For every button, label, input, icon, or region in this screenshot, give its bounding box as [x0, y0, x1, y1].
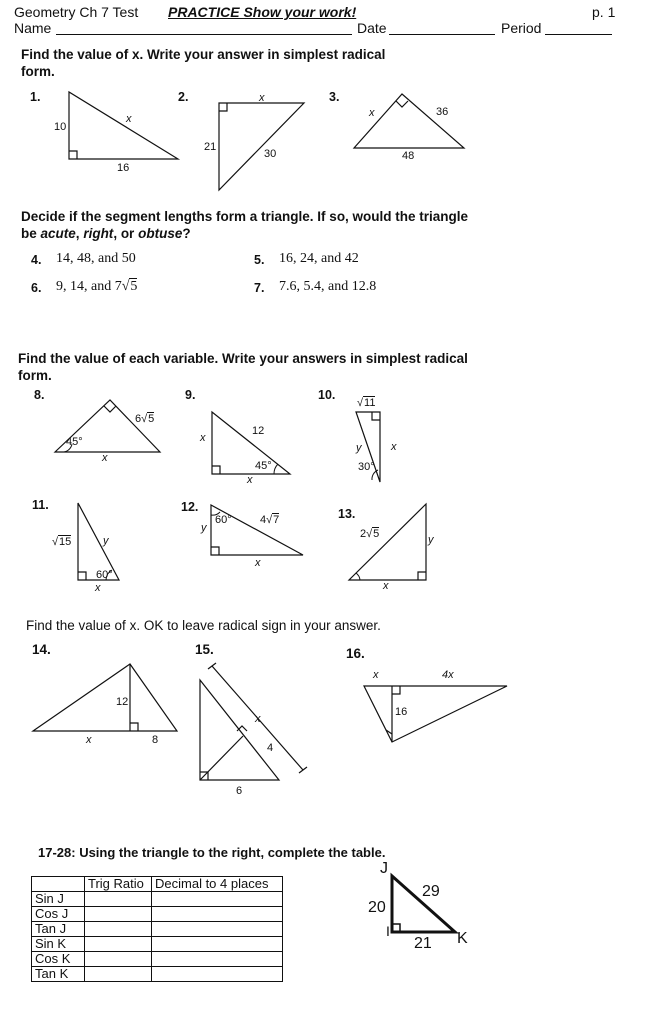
trig-decimal-cell[interactable]	[152, 892, 283, 907]
p3-right-angle-mark	[396, 101, 408, 107]
trig-decimal-cell[interactable]	[152, 922, 283, 937]
p2-right-angle-mark	[219, 103, 227, 111]
trig-ratio-cell[interactable]	[85, 922, 152, 937]
p12-triangle	[211, 505, 303, 555]
p9-label-x-bottom: x	[247, 474, 253, 486]
p10-label-y: y	[356, 442, 362, 454]
trig-ratio-cell[interactable]	[85, 937, 152, 952]
trig-ratio-cell[interactable]	[85, 892, 152, 907]
p16-label-altitude: 16	[395, 706, 408, 718]
p9-label-hyp: 12	[252, 425, 265, 437]
p10-label-x: x	[391, 441, 397, 453]
problem-4-text: 14, 48, and 50	[56, 251, 136, 266]
p2-label-x: x	[259, 92, 265, 104]
p16-label-4x: 4x	[442, 669, 454, 681]
p16-right-angle-mark	[392, 686, 400, 694]
p15-dim-tick-2	[299, 767, 307, 773]
p2-label-side-a: 21	[204, 141, 217, 153]
p10-label-angle: 30°	[358, 461, 375, 473]
p13-label-y: y	[428, 534, 434, 546]
p13-label-hyp: 2√5	[360, 528, 380, 540]
trig-ratio-cell[interactable]	[85, 967, 152, 982]
section1-instruction: Find the value of x. Write your answer in simplest radical form.	[21, 47, 386, 79]
trig-ratio-cell[interactable]	[85, 952, 152, 967]
trig-side-jk: 29	[422, 883, 440, 900]
problem-5-text: 16, 24, and 42	[279, 251, 359, 266]
p13-label-x: x	[383, 580, 389, 592]
p12-label-y: y	[201, 522, 207, 534]
trig-decimal-cell[interactable]	[152, 937, 283, 952]
p9-triangle	[212, 412, 290, 474]
p15-label-segment: 4	[267, 742, 274, 754]
p9-angle-arc	[274, 464, 278, 474]
p3-label-side-b: 36	[436, 106, 449, 118]
problem-4-number: 4.	[31, 253, 42, 267]
name-label: Name	[14, 20, 52, 36]
problem-8-number: 8.	[34, 388, 45, 402]
section3-instruction: Find the value of each variable. Write your answers in simplest radical form.	[18, 351, 468, 383]
p15-label-base: 6	[236, 785, 243, 797]
period-label: Period	[501, 20, 542, 36]
p14-label-segment: 8	[152, 734, 159, 746]
trig-decimal-cell[interactable]	[152, 952, 283, 967]
problem-14-number: 14.	[32, 642, 51, 657]
trig-table-header-ratio: Trig Ratio	[85, 877, 152, 892]
trig-table	[31, 876, 283, 982]
problem-3-number: 3.	[329, 90, 340, 104]
p12-label-hyp: 4√7	[260, 514, 280, 526]
p11-label-leg: √15	[52, 536, 72, 548]
p10-label-top: √11	[357, 397, 376, 409]
p11-label-y: y	[103, 535, 109, 547]
p3-label-hyp: 48	[402, 150, 415, 162]
problem-1-number: 1.	[30, 90, 41, 104]
problem-11-number: 11.	[32, 498, 49, 512]
p13-right-angle-mark	[418, 572, 426, 580]
problem-7-text: 7.6, 5.4, and 12.8	[279, 279, 377, 294]
problem-6-number: 6.	[31, 281, 42, 295]
p9-label-angle: 45°	[255, 460, 272, 472]
trig-ratio-cell[interactable]	[85, 907, 152, 922]
p14-right-angle-mark	[130, 723, 138, 731]
p1-label-side-a: 10	[54, 121, 67, 133]
p11-label-x: x	[95, 582, 101, 594]
p11-right-angle-mark	[78, 572, 86, 580]
p2-triangle	[219, 103, 304, 190]
problem-13-number: 13.	[338, 507, 356, 521]
p2-label-hyp: 30	[264, 148, 277, 160]
trig-side-ji: 20	[368, 899, 386, 916]
p14-triangle	[33, 664, 177, 731]
date-label: Date	[357, 20, 387, 36]
problem-6-text: 9, 14, and 7√5	[56, 279, 138, 294]
problem-2-number: 2.	[178, 90, 189, 104]
table-row	[32, 892, 283, 907]
table-row	[32, 907, 283, 922]
problem-10-number: 10.	[318, 388, 336, 402]
p8-label-x: x	[102, 452, 108, 464]
course-title: Geometry Ch 7 Test	[14, 4, 139, 20]
p15-altitude	[200, 736, 243, 780]
problem-9-number: 9.	[185, 388, 196, 402]
table-row	[32, 967, 283, 982]
p3-triangle	[354, 94, 464, 148]
trig-vertex-i: I	[386, 923, 390, 939]
problem-5-number: 5.	[254, 253, 265, 267]
practice-title: PRACTICE Show your work!	[168, 4, 357, 20]
p12-right-angle-mark	[211, 547, 219, 555]
table-row	[32, 937, 283, 952]
p16-triangle	[364, 686, 507, 742]
problem-15-number: 15.	[195, 642, 214, 657]
p13-triangle	[349, 504, 426, 580]
p14-label-altitude: 12	[116, 696, 129, 708]
problem-12-number: 12.	[181, 500, 199, 514]
p1-right-angle-mark	[69, 151, 77, 159]
p1-triangle	[69, 92, 178, 159]
trig-table-header-decimal: Decimal to 4 places	[152, 877, 283, 892]
trig-row-label: Tan J	[32, 922, 85, 937]
table-row	[32, 922, 283, 937]
trig-side-ik: 21	[414, 935, 432, 952]
trig-vertex-j: J	[380, 860, 388, 877]
section5-instruction: 17-28: Using the triangle to the right, complete the table.	[38, 845, 386, 860]
p16-label-x: x	[373, 669, 379, 681]
trig-row-label: Tan K	[32, 967, 85, 982]
p1-label-side-b: 16	[117, 162, 130, 174]
trig-vertex-k: K	[457, 930, 468, 947]
p12-label-angle: 60°	[215, 514, 232, 526]
problem-7-number: 7.	[254, 281, 265, 295]
trig-row-label: Sin K	[32, 937, 85, 952]
page-number: p. 1	[592, 4, 616, 20]
p15-triangle	[200, 680, 279, 780]
section4-instruction: Find the value of x. OK to leave radical sign in your answer.	[26, 618, 381, 633]
p15-dim-tick-1	[208, 663, 216, 669]
p1-label-x: x	[126, 113, 132, 125]
p12-label-x: x	[255, 557, 261, 569]
p15-label-x: x	[255, 713, 261, 725]
trig-row-label: Cos J	[32, 907, 85, 922]
p8-label-leg: 6√5	[135, 413, 155, 425]
p13-angle-arc	[356, 573, 360, 580]
trig-row-label: Sin J	[32, 892, 85, 907]
p9-right-angle-mark	[212, 466, 220, 474]
section2-instruction: Decide if the segment lengths form a triangle. If so, would the triangle be acute, right, or obtuse?	[21, 209, 469, 241]
p11-label-angle: 60°	[96, 569, 113, 581]
p14-label-x: x	[86, 734, 92, 746]
p10-right-angle-mark	[372, 412, 380, 420]
p8-label-angle: 45°	[66, 436, 83, 448]
trig-table-header-row	[32, 877, 283, 892]
trig-decimal-cell[interactable]	[152, 967, 283, 982]
trig-decimal-cell[interactable]	[152, 907, 283, 922]
problem-16-number: 16.	[346, 646, 365, 661]
p9-label-x-left: x	[200, 432, 206, 444]
trig-row-label: Cos K	[32, 952, 85, 967]
trig-table-header-blank	[32, 877, 85, 892]
p8-right-angle-mark	[104, 406, 116, 412]
table-row	[32, 952, 283, 967]
p3-label-x: x	[369, 107, 375, 119]
